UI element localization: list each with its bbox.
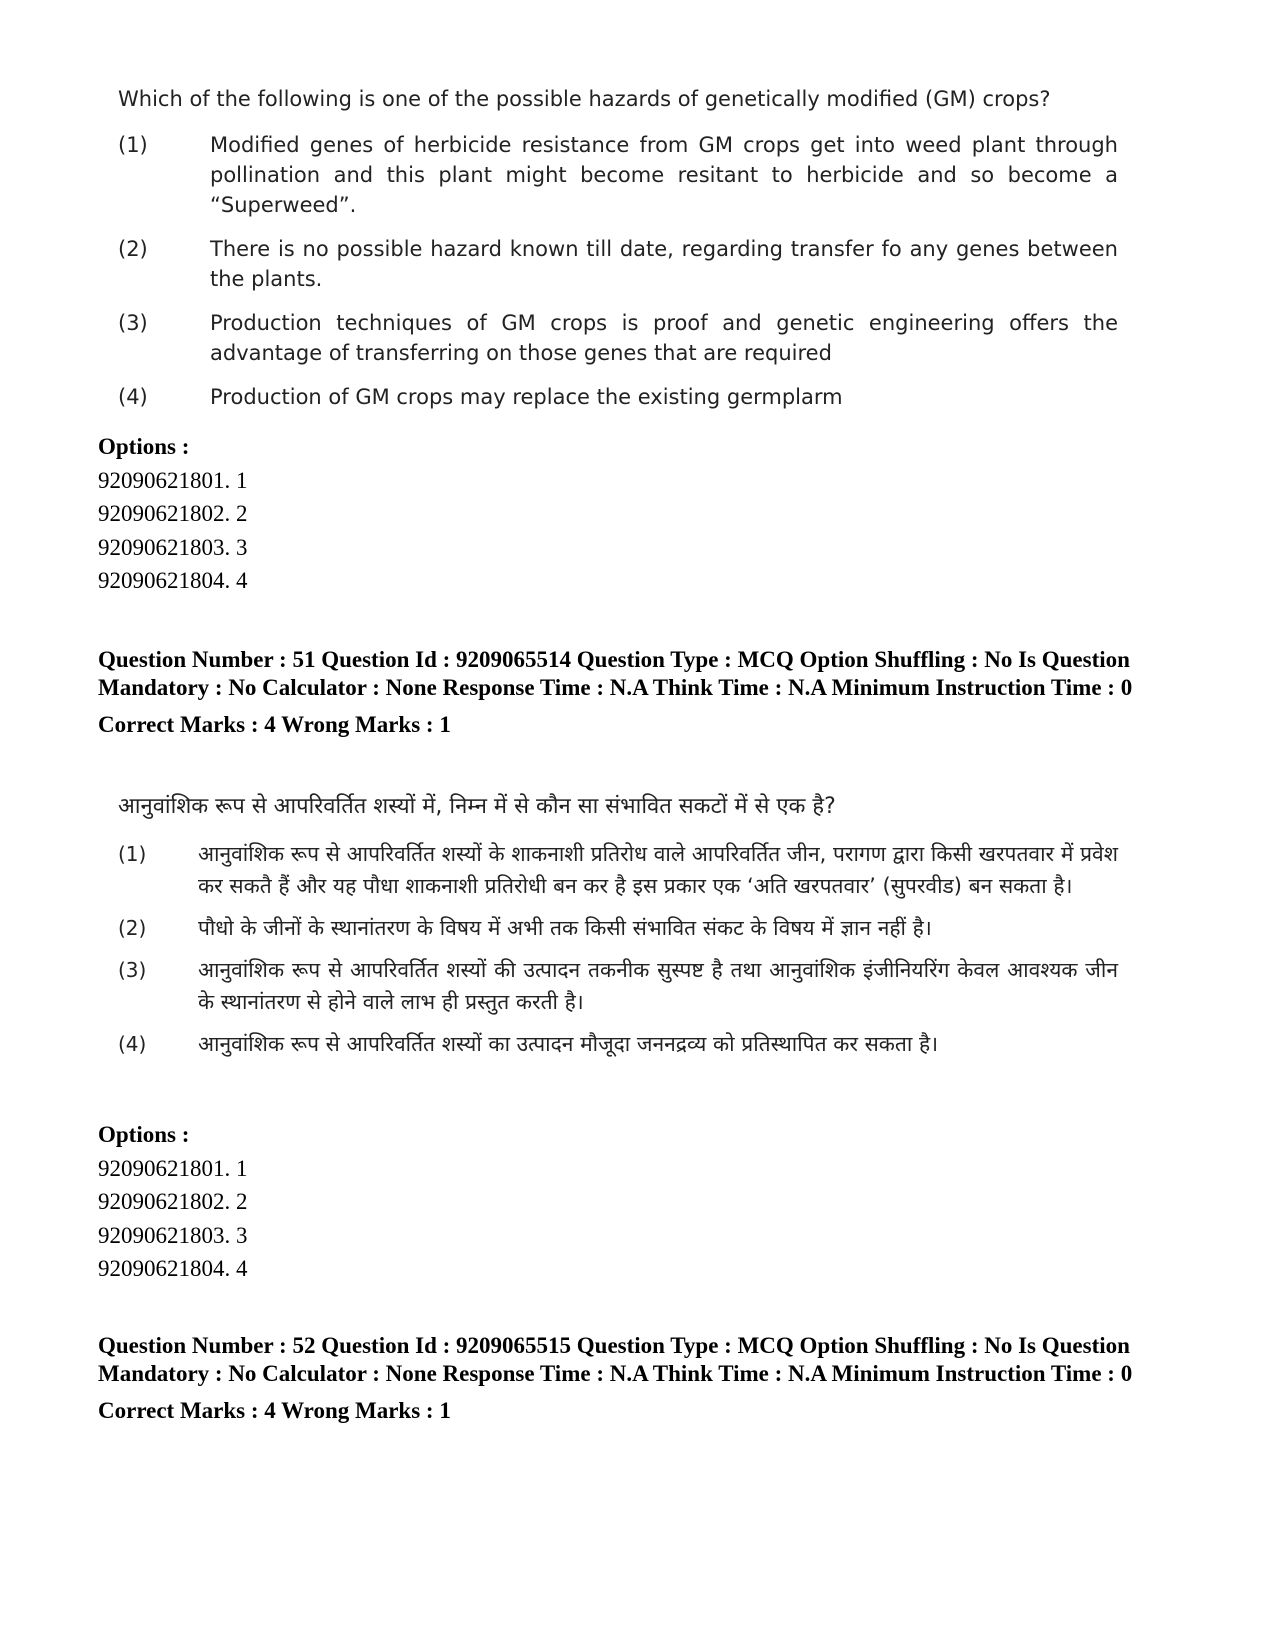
option-number: (4)	[118, 1032, 147, 1056]
option-entry: 92090621804. 4	[98, 568, 248, 593]
option-entry: 92090621802. 2	[98, 501, 248, 526]
option-text: आनुवांशिक रूप से आपरिवर्तित शस्यों के शाकनाशी प्रतिरोध वाले आपरिवर्तित जीन, परागण द्वारा किसी खरपतवार में प्रवेश कर सकतै हैं और यह पौधा शाकनाशी प्रतिरोधी बन कर है इस प्रकार एक ‘अति खरपतवार’ (सुपरवीड) बन सकता है।	[198, 842, 1118, 898]
option-text: आनुवांशिक रूप से आपरिवर्तित शस्यों का उत्पादन मौजूदा जननद्रव्य को प्रतिस्थापित कर सकता है।	[198, 1032, 939, 1056]
question-info: Question Number : 52 Question Id : 9209065515 Question Type : MCQ Option Shuffling : No Is Question Mandatory : No Calculator : None Response Time : N.A Think Time : N.A Minimum Instruction Time : 0	[98, 1333, 1133, 1386]
question-stem: आनुवांशिक रूप से आपरिवर्तित शस्यों में, निम्न में से कौन सा संभावित सकटों में से एक है?	[118, 794, 836, 819]
option-entry: 92090621801. 1	[98, 1155, 248, 1181]
question-image-hindi	[108, 792, 1118, 1070]
question-meta	[98, 1332, 1188, 1426]
option-number: (3)	[118, 311, 148, 335]
option-entry: 92090621803. 3	[98, 1222, 248, 1248]
option-entry: 92090621803. 3	[98, 534, 248, 560]
options-heading: Options :	[98, 434, 190, 459]
question-option	[108, 382, 1118, 412]
option-number: (4)	[118, 385, 148, 409]
option-text: पौधो के जीनों के स्थानांतरण के विषय में अभी तक किसी संभावित संकट के विषय में ज्ञान नहीं है।	[198, 916, 932, 940]
question-option	[108, 130, 1118, 220]
option-entry: 92090621802. 2	[98, 1189, 248, 1214]
question-info: Question Number : 51 Question Id : 9209065514 Question Type : MCQ Option Shuffling : No Is Question Mandatory : No Calculator : None Response Time : N.A Think Time : N.A Minimum Instruction Time : 0	[98, 647, 1133, 700]
options-list	[98, 1118, 248, 1286]
option-number: (1)	[118, 133, 148, 157]
question-option	[108, 954, 1118, 1018]
option-text: Modified genes of herbicide resistance from GM crops get into weed plant through pollination and this plant might become resitant to herbicide and so become a “Superweed”.	[210, 133, 1118, 217]
question-option	[108, 234, 1118, 294]
question-meta	[98, 646, 1188, 740]
question-option	[108, 308, 1118, 368]
question-marks: Correct Marks : 4 Wrong Marks : 1	[98, 712, 451, 737]
question-option	[108, 1028, 1118, 1060]
question-image-english	[108, 84, 1118, 426]
question-marks: Correct Marks : 4 Wrong Marks : 1	[98, 1398, 451, 1423]
options-heading: Options :	[98, 1122, 190, 1147]
option-entry: 92090621801. 1	[98, 467, 248, 493]
question-stem: Which of the following is one of the possible hazards of genetically modified (GM) crops?	[118, 87, 1051, 111]
option-text: Production of GM crops may replace the existing germplarm	[210, 385, 843, 409]
question-option	[108, 912, 1118, 944]
option-text: There is no possible hazard known till date, regarding transfer fo any genes between the plants.	[210, 237, 1118, 291]
option-number: (3)	[118, 958, 147, 982]
option-number: (2)	[118, 237, 148, 261]
question-option	[108, 838, 1118, 902]
option-number: (1)	[118, 842, 147, 866]
option-text: आनुवांशिक रूप से आपरिवर्तित शस्यों की उत्पादन तकनीक सुस्पष्ट है तथा आनुवांशिक इंजीनियरिंग केवल आवश्यक जीन के स्थानांतरण से होने वाले लाभ ही प्रस्तुत करती है।	[198, 958, 1118, 1014]
option-number: (2)	[118, 916, 147, 940]
options-list	[98, 430, 248, 598]
option-text: Production techniques of GM crops is proof and genetic engineering offers the advantage of transferring on those genes that are required	[210, 311, 1118, 365]
option-entry: 92090621804. 4	[98, 1256, 248, 1281]
